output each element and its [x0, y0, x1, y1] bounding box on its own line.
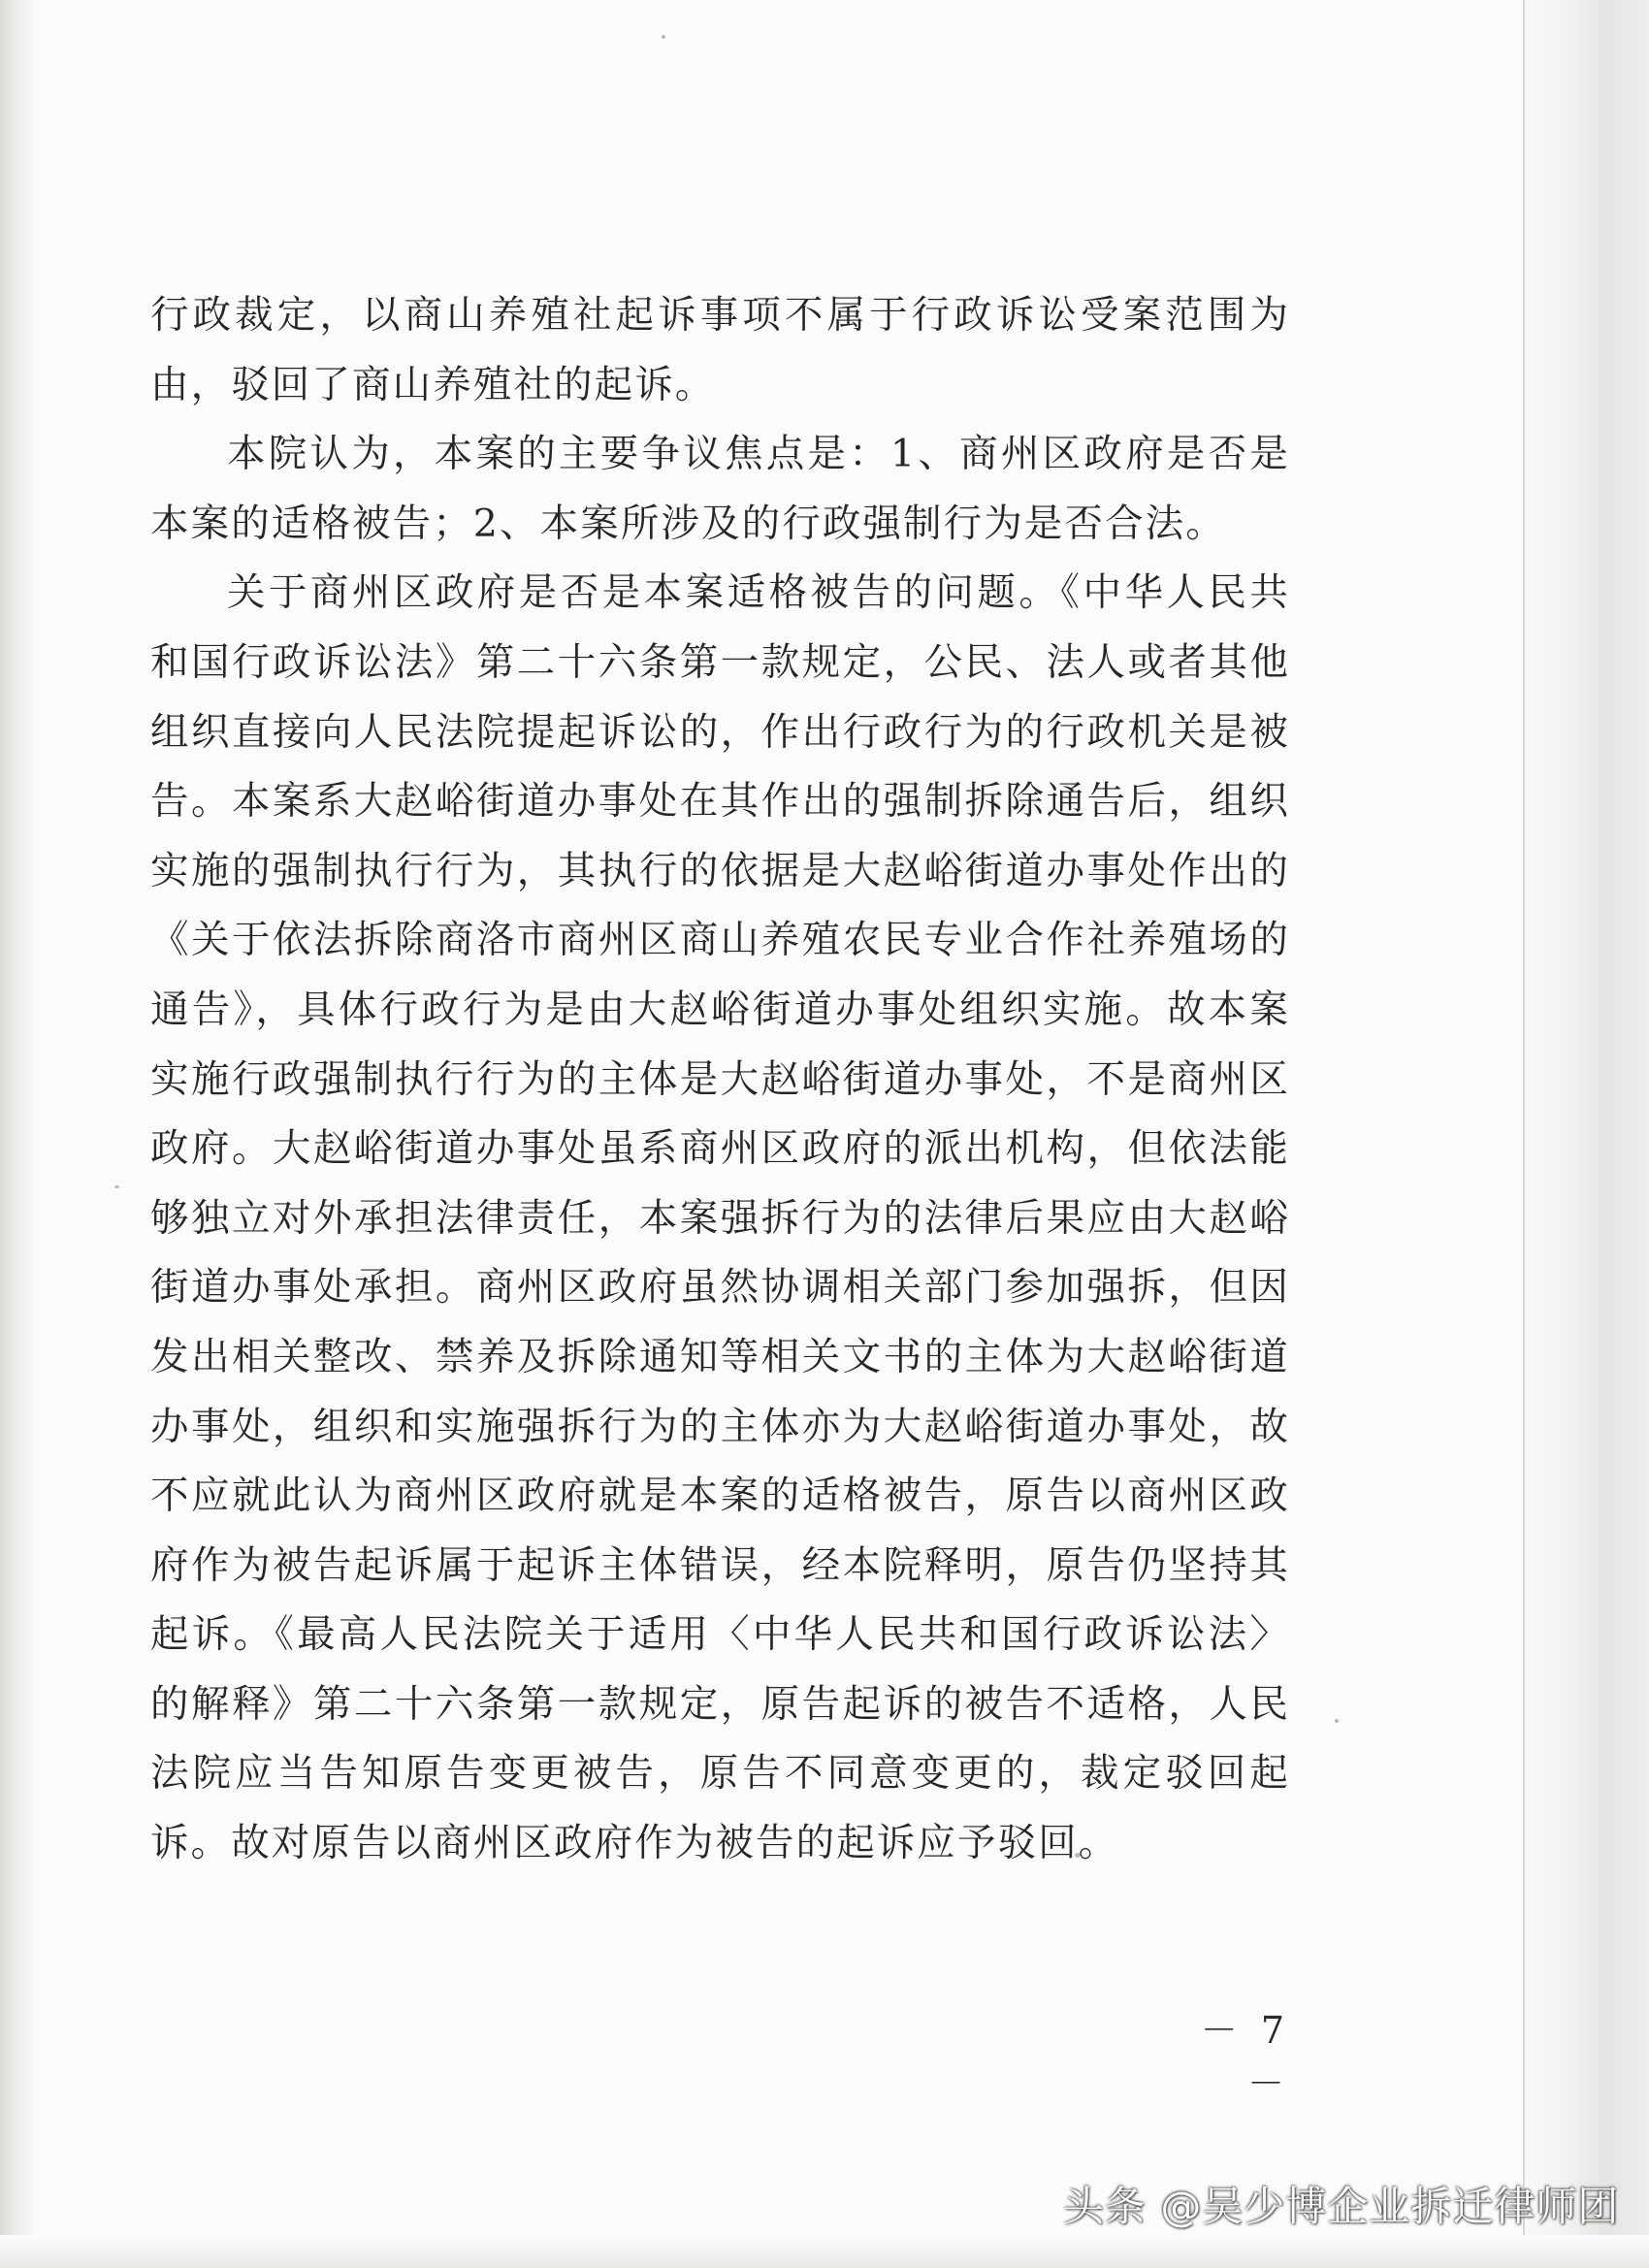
scan-edge-left — [0, 0, 33, 2268]
scan-edge-right-line — [1523, 0, 1525, 2268]
paragraph-2: 本院认为，本案的主要争议焦点是：1、商州区政府是否是本案的适格被告；2、本案所涉及的行政强制行为是否合法。 — [150, 432, 1290, 546]
scan-speck — [1335, 1719, 1339, 1723]
watermark: 头条 @吴少博企业拆迁律师团 — [1063, 2183, 1620, 2230]
scan-edge-right — [1513, 0, 1649, 2268]
document-body — [150, 281, 1290, 1879]
paragraph-3: 关于商州区政府是否是本案适格被告的问题。《中华人民共和国行政诉讼法》第二十六条第一款规定，公民、法人或者其他组织直接向人民法院提起诉讼的，作出行政行为的行政机关是被告。本案系大赵峪街道办事处在其作出的强制拆除通告后，组织实施的强制执行行为，其执行的依据是大赵峪街道办事处作出的《关于依法拆除商洛市商州区商山养殖农民专业合作社养殖场的通告》，具体行政行为是由大赵峪街道办事处组织实施。故本案实施行政强制执行行为的主体是大赵峪街道办事处，不是商州区政府。大赵峪街道办事处虽系商州区政府的派出机构，但依法能够独立对外承担法律责任，本案强拆行为的法律后果应由大赵峪街道办事处承担。商州区政府虽然协调相关部门参加强拆，但因发出相关整改、禁养及拆除通知等相关文书的主体为大赵峪街道办事处，组织和实施强拆行为的主体亦为大赵峪街道办事处，故不应就此认为商州区政府就是本案的适格被告，原告以商州区政府作为被告起诉属于起诉主体错误，经本院释明，原告仍坚持其起诉。《最高人民法院关于适用〈中华人民共和国行政诉讼法〉的解释》第二十六条第一款规定，原告起诉的被告不适格，人民法院应当告知原告变更被告，原告不同意变更的，裁定驳回起诉。故对原告以商州区政府作为被告的起诉应予驳回。 — [150, 570, 1290, 1866]
scan-speck — [114, 1185, 119, 1188]
page-number: － 7 － — [1200, 2009, 1290, 2105]
paragraph-1: 行政裁定，以商山养殖社起诉事项不属于行政诉讼受案范围为由，驳回了商山养殖社的起诉。 — [150, 293, 1290, 407]
scan-edge-bottom — [0, 2235, 1649, 2268]
scan-speck — [662, 35, 665, 39]
